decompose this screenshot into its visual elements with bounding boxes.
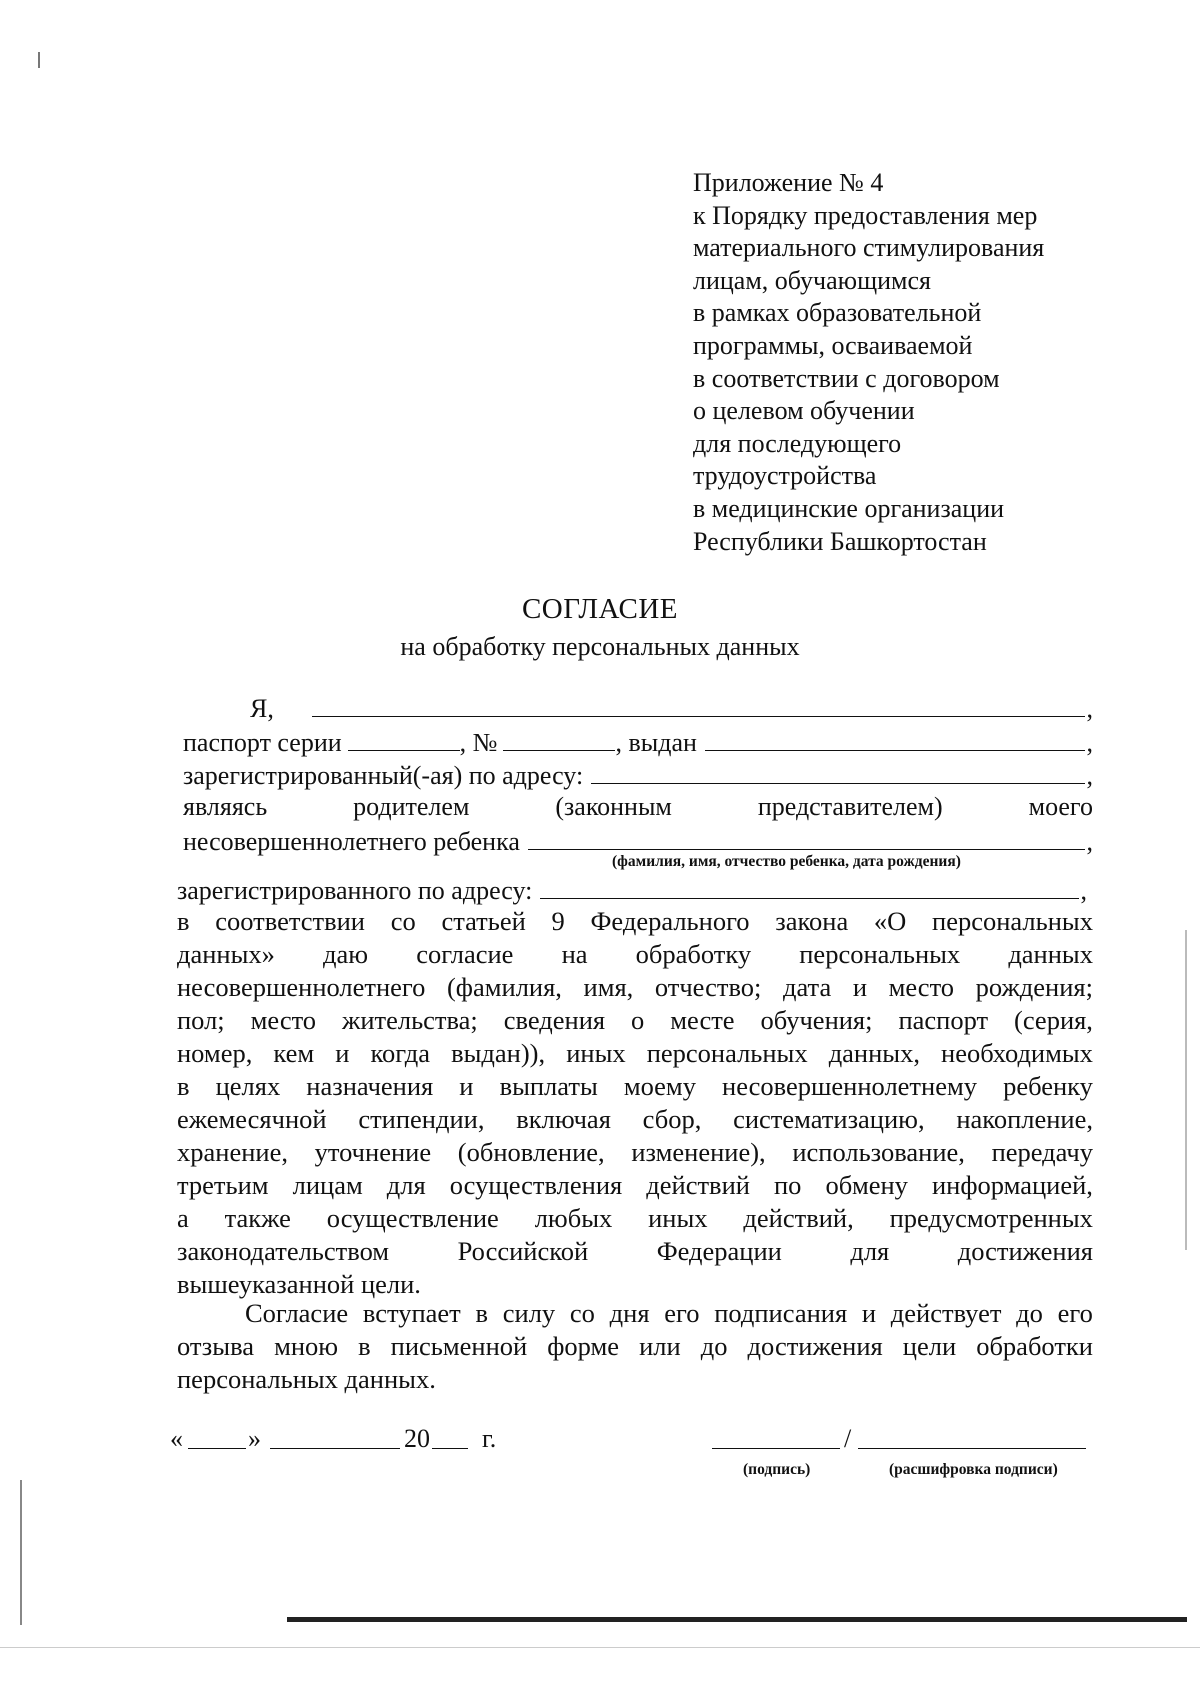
- word: использование,: [792, 1137, 965, 1167]
- word: предусмотренных: [889, 1203, 1093, 1233]
- word: Федерации: [656, 1236, 782, 1266]
- appendix-line: в медицинские организации: [693, 493, 1005, 523]
- word: номер,: [177, 1038, 253, 1068]
- word: (обновление,: [457, 1137, 605, 1167]
- scan-artifact: [38, 52, 40, 68]
- paragraph-line: [177, 1070, 1093, 1103]
- word: назначения: [306, 1071, 434, 1101]
- scan-artifact: [287, 1617, 1187, 1622]
- child-address-field[interactable]: [540, 872, 1078, 899]
- word: в: [475, 1298, 489, 1328]
- appendix-line: лицам, обучающимся: [693, 265, 931, 295]
- signature-decoding-field[interactable]: [858, 1422, 1086, 1449]
- paragraph-line: [177, 1004, 1093, 1037]
- word: кем: [273, 1038, 315, 1068]
- word: вышеуказанной цели.: [177, 1269, 421, 1299]
- form-line-being: [183, 790, 1093, 824]
- word: необходимых: [941, 1038, 1093, 1068]
- parent-address-field[interactable]: [591, 757, 1084, 784]
- word: осуществления: [449, 1170, 623, 1200]
- word: осуществление: [326, 1203, 499, 1233]
- scan-artifact: [1185, 930, 1187, 1250]
- word: третьим: [177, 1170, 269, 1200]
- paragraph-line: [177, 971, 1093, 1004]
- paragraph-line: [177, 938, 1093, 971]
- word: моему: [623, 1071, 696, 1101]
- word: его: [664, 1298, 700, 1328]
- word: согласие: [416, 939, 514, 969]
- word: со: [390, 906, 416, 936]
- word: законодательством: [177, 1236, 390, 1266]
- paragraph-line: [245, 1297, 1093, 1330]
- word: о: [631, 1005, 645, 1035]
- form-line-passport: [183, 724, 1093, 758]
- document-title: СОГЛАСИЕ: [521, 593, 679, 625]
- form-line-name: [250, 690, 1093, 724]
- date-quote-close: »: [248, 1424, 261, 1453]
- word: мною: [274, 1331, 339, 1361]
- word: место: [250, 1005, 317, 1035]
- day-field[interactable]: [188, 1422, 246, 1449]
- word: лицам: [292, 1170, 363, 1200]
- signature-field[interactable]: [712, 1422, 840, 1449]
- word: ежемесячной: [177, 1104, 327, 1134]
- issued-by-field[interactable]: [705, 724, 1085, 751]
- word: и: [459, 1071, 474, 1101]
- date-quote-open: «: [170, 1424, 183, 1453]
- comma: ,: [1086, 761, 1093, 790]
- appendix-line: о целевом обучении: [693, 396, 915, 426]
- appendix-line: для последующего: [693, 428, 902, 458]
- paragraph-line: [177, 1136, 1093, 1169]
- word: в: [358, 1331, 371, 1361]
- word: когда: [370, 1038, 431, 1068]
- word: силу: [502, 1298, 556, 1328]
- child-field-caption: (фамилия, имя, отчество ребенка, дата рождения): [612, 853, 961, 870]
- word: до: [700, 1331, 728, 1361]
- word: пол;: [177, 1005, 225, 1035]
- comma: ,: [1086, 827, 1093, 856]
- word: родителем: [353, 792, 470, 821]
- word: Российской: [457, 1236, 589, 1266]
- word: на: [561, 939, 588, 969]
- word: для: [386, 1170, 426, 1200]
- word: даю: [323, 939, 369, 969]
- word: информацией,: [932, 1170, 1093, 1200]
- appendix-line: материального стимулирования: [693, 233, 1045, 263]
- signature-slash: /: [844, 1424, 852, 1453]
- passport-number-field[interactable]: [503, 724, 615, 751]
- word: персональных данных.: [177, 1364, 436, 1394]
- word: действий,: [743, 1203, 854, 1233]
- signature-caption: (подпись): [743, 1461, 811, 1478]
- word: паспорт: [898, 1005, 989, 1035]
- word: достижения: [747, 1331, 883, 1361]
- word: (фамилия,: [446, 972, 562, 1002]
- word: несовершеннолетнего: [177, 972, 426, 1002]
- word: вступает: [362, 1298, 461, 1328]
- word: обработку: [635, 939, 752, 969]
- word: соответствии: [215, 906, 365, 936]
- word: обучения;: [760, 1005, 873, 1035]
- comma: ,: [1086, 694, 1093, 723]
- passport-series-field[interactable]: [348, 724, 460, 751]
- word: подписания: [714, 1298, 848, 1328]
- word: персональных: [932, 906, 1093, 936]
- word: накопление,: [956, 1104, 1093, 1134]
- scan-artifact: [0, 1647, 1200, 1648]
- word: являясь: [183, 792, 268, 821]
- paragraph-line: [177, 1103, 1093, 1136]
- scan-artifact: [20, 1480, 22, 1625]
- appendix-line: в соответствии с договором: [693, 363, 1000, 393]
- paragraph-line: [177, 1169, 1093, 1202]
- word: и: [852, 972, 868, 1002]
- minor-child-label: несовершеннолетнего ребенка: [183, 827, 520, 856]
- word: представителем): [757, 792, 943, 821]
- decoding-caption: (расшифровка подписи): [889, 1461, 1058, 1478]
- document-subtitle: на обработку персональных данных: [400, 632, 800, 661]
- passport-series-label: паспорт серии: [183, 728, 342, 757]
- word: данных: [1008, 939, 1093, 969]
- word: выдан)),: [451, 1038, 546, 1068]
- word: действует: [890, 1298, 1002, 1328]
- word: место: [888, 972, 955, 1002]
- word: в: [177, 906, 190, 936]
- appendix-line: в рамках образовательной: [693, 298, 982, 328]
- word: имя,: [583, 972, 634, 1002]
- word: отзыва: [177, 1331, 255, 1361]
- paragraph-line: [177, 1037, 1093, 1070]
- appendix-line: программы, осваиваемой: [693, 330, 973, 360]
- word: дата: [783, 972, 832, 1002]
- appendix-header: [693, 167, 1113, 558]
- word: Федерального: [590, 906, 750, 936]
- word: действий: [646, 1170, 750, 1200]
- word: ребенку: [1003, 1071, 1093, 1101]
- word: данных,: [828, 1038, 920, 1068]
- word: выплаты: [499, 1071, 598, 1101]
- word: рождения;: [975, 972, 1093, 1002]
- paragraph-line: [177, 905, 1093, 938]
- year-prefix: 20: [404, 1424, 430, 1453]
- word: и: [335, 1038, 350, 1068]
- paragraph-line: [177, 1202, 1093, 1235]
- word: (законным: [555, 792, 672, 821]
- paragraph-line: [177, 1330, 1093, 1363]
- word: иных: [648, 1203, 708, 1233]
- word: изменение),: [631, 1137, 766, 1167]
- word: любых: [534, 1203, 613, 1233]
- parent-name-field[interactable]: [312, 690, 1085, 717]
- word: уточнение: [314, 1137, 432, 1167]
- appendix-line: трудоустройства: [693, 461, 877, 491]
- year-field[interactable]: [432, 1422, 468, 1449]
- word: (серия,: [1014, 1005, 1093, 1035]
- word: для: [850, 1236, 890, 1266]
- word: хранение,: [177, 1137, 288, 1167]
- word: моего: [1028, 792, 1093, 821]
- word: и: [861, 1298, 877, 1328]
- appendix-line: Республики Башкортостан: [693, 526, 987, 556]
- word: персональных: [799, 939, 961, 969]
- word: со: [569, 1298, 595, 1328]
- signature-row: [170, 1422, 1100, 1456]
- form-line-address: [183, 757, 1093, 791]
- child-name-field[interactable]: [528, 823, 1085, 850]
- form-line-child-address: [177, 872, 1087, 906]
- month-field[interactable]: [270, 1422, 400, 1449]
- registered-label: зарегистрированный(-ая) по адресу:: [183, 761, 584, 790]
- paragraph-line: [177, 1363, 1093, 1396]
- word: достижения: [957, 1236, 1093, 1266]
- word: персональных: [646, 1038, 808, 1068]
- word: закона: [775, 906, 849, 936]
- word: систематизацию,: [733, 1104, 925, 1134]
- word: а: [177, 1203, 189, 1233]
- word: его: [1057, 1298, 1093, 1328]
- passport-number-label: , №: [459, 728, 498, 757]
- comma: ,: [1080, 876, 1087, 905]
- word: месте: [670, 1005, 735, 1035]
- appendix-line: Приложение № 4: [693, 168, 884, 197]
- word: по: [774, 1170, 802, 1200]
- comma: ,: [1086, 728, 1093, 757]
- word: включая: [516, 1104, 611, 1134]
- word: также: [224, 1203, 291, 1233]
- word: целях: [215, 1071, 281, 1101]
- word: сбор,: [642, 1104, 702, 1134]
- word: Согласие: [245, 1298, 349, 1328]
- form-line-child: [183, 823, 1093, 857]
- word: данных»: [177, 939, 275, 969]
- word: сведения: [503, 1005, 606, 1035]
- word: в: [177, 1071, 190, 1101]
- word: письменной: [390, 1331, 528, 1361]
- issued-label: , выдан: [615, 728, 697, 757]
- word: стипендии,: [358, 1104, 485, 1134]
- appendix-line: к Порядку предоставления мер: [693, 200, 1038, 230]
- word: передачу: [991, 1137, 1093, 1167]
- word: обмену: [825, 1170, 908, 1200]
- word: обработки: [976, 1331, 1093, 1361]
- word: несовершеннолетнему: [722, 1071, 977, 1101]
- word: отчество;: [654, 972, 762, 1002]
- paragraph-line: [177, 1235, 1093, 1268]
- word: «О: [873, 906, 907, 936]
- word: жительства;: [342, 1005, 478, 1035]
- word: 9: [551, 906, 565, 936]
- year-suffix: г.: [482, 1424, 497, 1453]
- child-registered-label: зарегистрированного по адресу:: [177, 876, 533, 905]
- ya-label: Я,: [250, 694, 274, 723]
- word: дня: [609, 1298, 650, 1328]
- word: иных: [566, 1038, 626, 1068]
- word: или: [639, 1331, 681, 1361]
- word: форме: [547, 1331, 620, 1361]
- word: статьей: [441, 906, 526, 936]
- word: цели: [902, 1331, 957, 1361]
- word: до: [1016, 1298, 1043, 1328]
